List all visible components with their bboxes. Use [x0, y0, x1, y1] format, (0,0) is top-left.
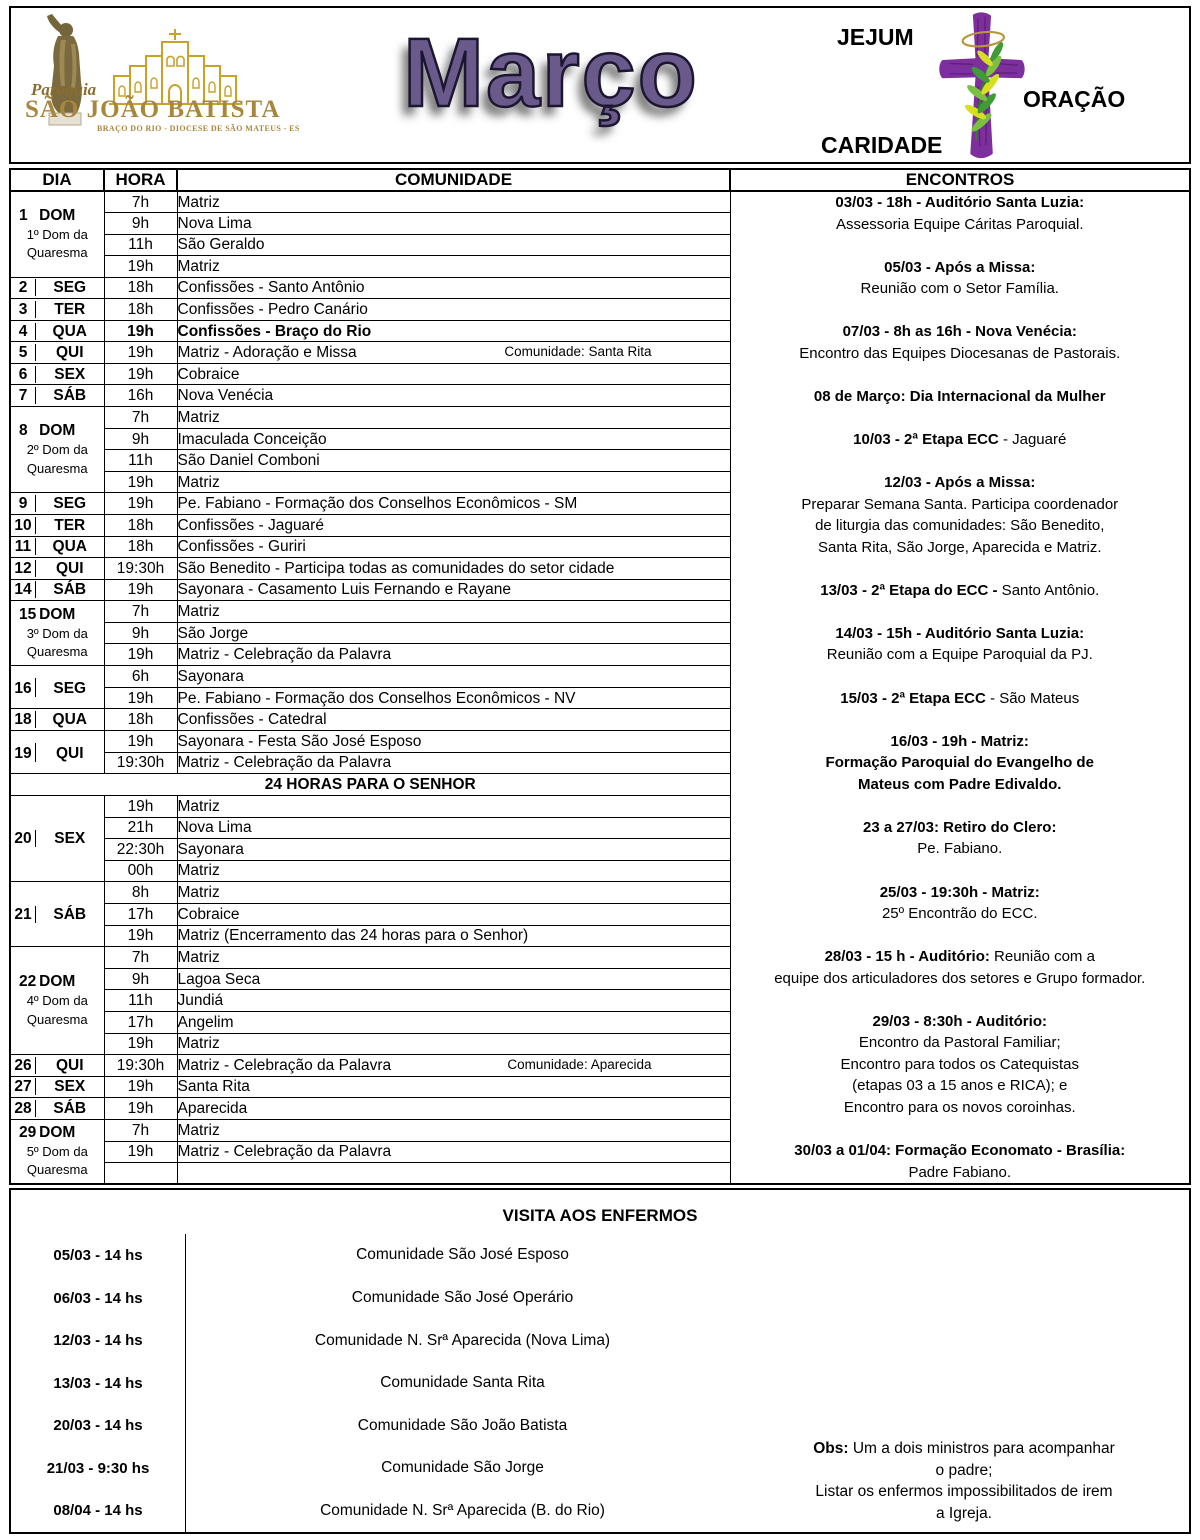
- comunidade-cell: Matriz (Encerramento das 24 horas para o Senhor): [177, 925, 730, 947]
- comunidade-cell: Nova Venécia: [177, 385, 730, 407]
- encontros-line: Santa Rita, São Jorge, Aparecida e Matriz.: [818, 538, 1102, 556]
- day-number: 2: [11, 279, 36, 296]
- day-number: 8: [19, 422, 28, 440]
- day-number: 22: [19, 973, 37, 991]
- comunidade-cell: Matriz: [177, 471, 730, 493]
- dia-cell: [10, 277, 104, 299]
- encontros-line: 29/03 - 8:30h - Auditório:: [872, 1012, 1047, 1030]
- comunidade-cell: Lagoa Seca: [177, 968, 730, 990]
- banner-cell: 24 HORAS PARA O SENHOR: [10, 774, 730, 796]
- day-number: 9: [11, 495, 36, 512]
- comunidade-cell: Nova Lima: [177, 213, 730, 235]
- comunidade-cell: São Daniel Comboni: [177, 450, 730, 472]
- day-sublabel: 3º Dom da: [26, 625, 88, 641]
- dia-cell: [10, 191, 104, 277]
- encontros-line: [731, 860, 1190, 882]
- comunidade-cell: Sayonara: [177, 666, 730, 688]
- comunidade-cell: Sayonara: [177, 839, 730, 861]
- lent-word-jejum: JEJUM: [837, 24, 914, 50]
- day-name: SEG: [53, 279, 87, 297]
- encontros-line: 12/03 - Após a Missa:: [884, 474, 1036, 492]
- visita-date: 06/03 - 14 hs: [53, 1289, 143, 1307]
- day-label: [11, 711, 104, 728]
- hora-cell: 19h: [104, 256, 177, 278]
- day-label: [11, 972, 104, 1029]
- day-sublabel: 2º Dom da: [26, 442, 88, 458]
- day-number: 1: [19, 206, 28, 224]
- obs-line: o padre;: [935, 1461, 993, 1479]
- comunidade-cell: Matriz - Celebração da Palavra: [177, 1141, 730, 1163]
- obs-line: a Igreja.: [935, 1504, 992, 1522]
- visita-date: 20/03 - 14 hs: [53, 1417, 143, 1435]
- encontros-line: [731, 666, 1190, 688]
- schedule-row: [10, 191, 1190, 213]
- table-header-row: [10, 169, 1190, 191]
- hora-cell: 7h: [104, 1119, 177, 1141]
- dia-cell: [10, 1055, 104, 1077]
- day-number-name: [11, 605, 104, 625]
- day-name: DOM: [39, 1123, 76, 1141]
- day-label: [11, 387, 104, 404]
- community-note: Comunidade: Santa Rita: [504, 344, 652, 360]
- visita-date: 05/03 - 14 hs: [53, 1246, 143, 1264]
- encontros-line: [731, 925, 1190, 947]
- header-comunidade: COMUNIDADE: [177, 169, 730, 191]
- encontros-line: 13/03 - 2ª Etapa do ECC - Santo Antônio.: [820, 581, 1100, 599]
- encontros-line: 15/03 - 2ª Etapa ECC - São Mateus: [840, 689, 1080, 707]
- day-number: 4: [11, 323, 36, 340]
- day-label: [11, 830, 104, 847]
- comunidade-cell: Confissões - Catedral: [177, 709, 730, 731]
- comunidade-cell: Confissões - Pedro Canário: [177, 299, 730, 321]
- comunidade-cell: Imaculada Conceição: [177, 428, 730, 450]
- day-number: 7: [11, 387, 36, 404]
- encontros-line: Mateus com Padre Edivaldo.: [858, 775, 1062, 793]
- hora-cell: 7h: [104, 601, 177, 623]
- day-label: [11, 366, 104, 383]
- dia-cell: [10, 406, 104, 492]
- comunidade-cell: Confissões - Guriri: [177, 536, 730, 558]
- comunidade-cell: Matriz: [177, 256, 730, 278]
- hora-cell: 19h: [104, 795, 177, 817]
- day-number: 16: [11, 678, 36, 697]
- dia-cell: [10, 730, 104, 773]
- hora-cell: 19h: [104, 363, 177, 385]
- day-label: [11, 678, 104, 697]
- day-label: [11, 538, 104, 555]
- hora-cell: 18h: [104, 299, 177, 321]
- lent-word-caridade: CARIDADE: [821, 132, 943, 158]
- hora-cell: 00h: [104, 860, 177, 882]
- visita-date: 13/03 - 14 hs: [53, 1374, 143, 1392]
- hora-cell: 19h: [104, 1098, 177, 1120]
- day-name: TER: [54, 516, 86, 534]
- day-number: 5: [11, 344, 36, 361]
- encontros-line: Encontro da Pastoral Familiar;: [858, 1034, 1061, 1052]
- encontros-line: de liturgia das comunidades: São Benedito,: [815, 517, 1105, 535]
- day-number: 10: [11, 517, 36, 534]
- dia-cell: [10, 363, 104, 385]
- hora-cell: 18h: [104, 536, 177, 558]
- day-label: [11, 1057, 104, 1074]
- day-number: 27: [11, 1078, 36, 1095]
- header-dia: DIA: [10, 169, 104, 191]
- hora-cell: 17h: [104, 1012, 177, 1034]
- day-number: 26: [11, 1057, 36, 1074]
- day-name: DOM: [39, 422, 76, 440]
- comunidade-cell: Pe. Fabiano - Formação dos Conselhos Econômicos - SM: [177, 493, 730, 515]
- visita-section: [9, 1188, 1191, 1534]
- dia-cell: [10, 795, 104, 881]
- day-sublabel: Quaresma: [26, 245, 88, 261]
- encontros-line: 25/03 - 19:30h - Matriz:: [879, 883, 1040, 901]
- day-number-name: [11, 421, 104, 441]
- comunidade-cell: Matriz: [177, 1119, 730, 1141]
- day-label: [11, 279, 104, 296]
- hora-cell: 18h: [104, 514, 177, 536]
- day-sublabel: 5º Dom da: [26, 1143, 88, 1159]
- dia-cell: [10, 320, 104, 342]
- dia-cell: [10, 299, 104, 321]
- comunidade-cell: Sayonara - Casamento Luis Fernando e Rayane: [177, 579, 730, 601]
- encontros-line: [731, 451, 1190, 473]
- hora-cell: 7h: [104, 947, 177, 969]
- encontros-line: 08 de Março: Dia Internacional da Mulher: [813, 387, 1106, 405]
- day-label: [11, 301, 104, 318]
- hora-cell: 9h: [104, 428, 177, 450]
- comunidade-cell: São Geraldo: [177, 234, 730, 256]
- encontros-line: Formação Paroquial do Evangelho de: [825, 754, 1094, 772]
- day-sublabel: Quaresma: [26, 1011, 88, 1027]
- header-encontros: ENCONTROS: [730, 169, 1190, 191]
- encontros-line: [731, 1119, 1190, 1141]
- dia-cell: [10, 579, 104, 601]
- day-label: [11, 1100, 104, 1117]
- day-name: DOM: [39, 605, 76, 623]
- community-note: Comunidade: Aparecida: [507, 1056, 652, 1072]
- comunidade-cell: Matriz: [177, 882, 730, 904]
- visita-title: VISITA AOS ENFERMOS: [502, 1206, 698, 1226]
- comunidade-cell: Matriz: [177, 947, 730, 969]
- hora-cell: 19h: [104, 925, 177, 947]
- day-label: [11, 495, 104, 512]
- month-title-wrap: [341, 12, 761, 133]
- day-number: 11: [11, 538, 36, 555]
- day-number: 19: [11, 743, 36, 762]
- hora-cell: 6h: [104, 666, 177, 688]
- comunidade-cell: [177, 342, 730, 364]
- encontros-line: 10/03 - 2ª Etapa ECC - Jaguaré: [853, 431, 1067, 449]
- page: [9, 6, 1191, 1534]
- day-number-name: [11, 206, 104, 226]
- month-title: Março: [403, 18, 699, 127]
- comunidade-cell: Sayonara - Festa São José Esposo: [177, 730, 730, 752]
- encontros-line: [731, 709, 1190, 731]
- visita-community: Comunidade N. Srª Aparecida (Nova Lima): [314, 1331, 611, 1349]
- visita-community: Comunidade São Jorge: [381, 1459, 544, 1477]
- day-label: [11, 421, 104, 478]
- visita-community: Comunidade São João Batista: [357, 1416, 568, 1434]
- header: [9, 6, 1191, 164]
- day-label: [11, 517, 104, 534]
- day-name: SEX: [54, 1078, 86, 1096]
- comunidade-cell: Cobraice: [177, 904, 730, 926]
- hora-cell: 11h: [104, 990, 177, 1012]
- day-sublabel: Quaresma: [26, 1162, 88, 1178]
- day-number: 3: [11, 301, 36, 318]
- visita-body: [11, 1234, 1189, 1532]
- visita-date: 08/04 - 14 hs: [53, 1502, 143, 1520]
- comunidade-cell: Confissões - Braço do Rio: [177, 320, 730, 342]
- hora-cell: 19h: [104, 730, 177, 752]
- encontros-line: 05/03 - Após a Missa:: [884, 258, 1036, 276]
- hora-cell: 19h: [104, 320, 177, 342]
- dia-cell: [10, 1098, 104, 1120]
- encontros-line: equipe dos articuladores dos setores e Grupo formador.: [774, 969, 1146, 987]
- day-name: SEX: [54, 830, 86, 847]
- day-label: [11, 605, 104, 662]
- comunidade-cell: São Jorge: [177, 622, 730, 644]
- day-label: [11, 906, 104, 923]
- schedule-table: [9, 168, 1191, 1185]
- dia-cell: [10, 536, 104, 558]
- encontros-line: (etapas 03 a 15 anos e RICA); e: [852, 1077, 1068, 1095]
- encontros-line: 07/03 - 8h as 16h - Nova Venécia:: [842, 323, 1077, 341]
- day-sublabel: 4º Dom da: [26, 993, 88, 1009]
- visita-community: Comunidade São José Esposo: [356, 1246, 569, 1264]
- day-name: QUI: [55, 344, 84, 362]
- hora-cell: 7h: [104, 191, 177, 213]
- day-name: QUI: [55, 1056, 84, 1074]
- day-number: 15: [19, 605, 37, 623]
- hora-cell: 8h: [104, 882, 177, 904]
- logo-subtitle: BRAÇO DO RIO - DIOCESE DE SÃO MATEUS - ES: [97, 124, 300, 133]
- hora-cell: 9h: [104, 213, 177, 235]
- day-label: [11, 1123, 104, 1180]
- day-name: DOM: [39, 206, 76, 224]
- encontros-line: [731, 795, 1190, 817]
- encontros-line: [731, 300, 1190, 322]
- visita-date: 21/03 - 9:30 hs: [46, 1459, 150, 1477]
- hora-cell: 11h: [104, 234, 177, 256]
- hora-cell: 11h: [104, 450, 177, 472]
- comunidade-cell: Confissões - Jaguaré: [177, 514, 730, 536]
- comunidade-cell: Confissões - Santo Antônio: [177, 277, 730, 299]
- day-label: [11, 581, 104, 598]
- hora-cell: 19h: [104, 1141, 177, 1163]
- visita-communities-column: [186, 1234, 739, 1532]
- day-name: QUI: [55, 559, 84, 577]
- dia-cell: [10, 666, 104, 709]
- day-name: TER: [54, 300, 86, 318]
- comunidade-cell: Matriz: [177, 1033, 730, 1055]
- hora-cell: 9h: [104, 622, 177, 644]
- hora-cell: 19h: [104, 493, 177, 515]
- encontros-line: 23 a 27/03: Retiro do Clero:: [863, 818, 1057, 836]
- day-name: SÁB: [53, 905, 87, 923]
- lent-word-oracao: ORAÇÃO: [1023, 86, 1126, 112]
- dia-cell: [10, 342, 104, 364]
- dia-cell: [10, 601, 104, 666]
- day-sublabel: 1º Dom da: [26, 226, 88, 242]
- encontros-line: 28/03 - 15 h - Auditório: Reunião com a: [824, 948, 1095, 966]
- comunidade-with-note: [178, 344, 730, 361]
- comunidade-text: Matriz - Adoração e Missa: [177, 344, 357, 362]
- encontros-line: Reunião com o Setor Família.: [860, 280, 1059, 298]
- day-name: SEG: [53, 495, 87, 513]
- day-name: QUI: [55, 744, 84, 762]
- dia-cell: [10, 493, 104, 515]
- encontros-cell: [730, 191, 1190, 1184]
- encontros-line: 30/03 a 01/04: Formação Economato - Brasília:: [794, 1142, 1126, 1160]
- day-name: SÁB: [53, 387, 87, 405]
- comunidade-cell: Jundiá: [177, 990, 730, 1012]
- logo-paroquia-text: Paroquia: [31, 80, 97, 99]
- day-label: [11, 1078, 104, 1095]
- hora-cell: 21h: [104, 817, 177, 839]
- comunidade-cell: Pe. Fabiano - Formação dos Conselhos Econômicos - NV: [177, 687, 730, 709]
- hora-cell: 19h: [104, 342, 177, 364]
- visita-community: Comunidade São José Operário: [351, 1289, 574, 1307]
- encontros-line: Encontro para todos os Catequistas: [840, 1055, 1079, 1073]
- hora-cell: [104, 1163, 177, 1185]
- hora-cell: 7h: [104, 406, 177, 428]
- hora-cell: 19h: [104, 1033, 177, 1055]
- dia-cell: [10, 1076, 104, 1098]
- day-number: 29: [19, 1123, 37, 1141]
- dia-cell: [10, 385, 104, 407]
- comunidade-with-note: [178, 1057, 730, 1074]
- comunidade-cell: Matriz: [177, 795, 730, 817]
- day-name: QUA: [52, 711, 87, 729]
- day-label: [11, 323, 104, 340]
- encontros-line: Encontro para os novos coroinhas.: [843, 1098, 1076, 1116]
- encontros-line: [731, 558, 1190, 580]
- dia-cell: [10, 882, 104, 947]
- schedule-body: [10, 191, 1190, 1184]
- comunidade-cell: Matriz: [177, 191, 730, 213]
- obs-line: Listar os enfermos impossibilitados de irem: [815, 1483, 1113, 1501]
- day-name: SÁB: [53, 581, 87, 599]
- visita-date: 12/03 - 14 hs: [53, 1332, 143, 1350]
- encontros-line: [731, 235, 1190, 257]
- encontros-line: Encontro das Equipes Diocesanas de Pastorais.: [799, 344, 1121, 362]
- hora-cell: 16h: [104, 385, 177, 407]
- comunidade-cell: Matriz: [177, 860, 730, 882]
- encontros-line: Assessoria Equipe Cáritas Paroquial.: [835, 215, 1084, 233]
- day-label: [11, 206, 104, 263]
- encontros-line: Padre Fabiano.: [908, 1163, 1012, 1181]
- comunidade-cell: [177, 1163, 730, 1185]
- visita-community: Comunidade N. Srª Aparecida (B. do Rio): [320, 1501, 605, 1519]
- header-hora: HORA: [104, 169, 177, 191]
- comunidade-cell: Matriz: [177, 406, 730, 428]
- dia-cell: [10, 558, 104, 580]
- encontros-line: [731, 601, 1190, 623]
- hora-cell: 19h: [104, 1076, 177, 1098]
- day-sublabel: Quaresma: [26, 644, 88, 660]
- hora-cell: 19:30h: [104, 1055, 177, 1077]
- comunidade-cell: Cobraice: [177, 363, 730, 385]
- day-label: [11, 560, 104, 577]
- comunidade-cell: Angelim: [177, 1012, 730, 1034]
- comunidade-cell: Matriz: [177, 601, 730, 623]
- comunidade-cell: Santa Rita: [177, 1076, 730, 1098]
- day-number: 21: [11, 906, 36, 923]
- hora-cell: 19h: [104, 471, 177, 493]
- hora-cell: 19:30h: [104, 558, 177, 580]
- encontros-line: [731, 407, 1190, 429]
- encontros-line: Preparar Semana Santa. Participa coordenador: [801, 495, 1119, 513]
- day-sublabel: Quaresma: [26, 460, 88, 476]
- day-number: 14: [11, 581, 36, 598]
- day-number: 28: [11, 1100, 36, 1117]
- hora-cell: 19h: [104, 687, 177, 709]
- encontros-line: 14/03 - 15h - Auditório Santa Luzia:: [835, 624, 1085, 642]
- obs-block: [739, 1234, 1189, 1532]
- day-name: SEG: [53, 679, 87, 697]
- encontros-line: 16/03 - 19h - Matriz:: [890, 732, 1029, 750]
- encontros-line: Reunião com a Equipe Paroquial da PJ.: [826, 646, 1093, 664]
- day-number-name: [11, 972, 104, 992]
- comunidade-text: Matriz - Celebração da Palavra: [177, 1056, 392, 1074]
- hora-cell: 18h: [104, 277, 177, 299]
- hora-cell: 19:30h: [104, 752, 177, 774]
- encontros-line: 03/03 - 18h - Auditório Santa Luzia:: [835, 194, 1085, 211]
- day-label: [11, 344, 104, 361]
- comunidade-cell: [177, 1055, 730, 1077]
- day-name: SÁB: [53, 1099, 87, 1117]
- obs-line: Obs: Um a dois ministros para acompanhar: [813, 1440, 1115, 1458]
- comunidade-cell: Nova Lima: [177, 817, 730, 839]
- hora-cell: 17h: [104, 904, 177, 926]
- comunidade-cell: São Benedito - Participa todas as comunidades do setor cidade: [177, 558, 730, 580]
- comunidade-cell: Matriz - Celebração da Palavra: [177, 752, 730, 774]
- comunidade-cell: Aparecida: [177, 1098, 730, 1120]
- day-number: 12: [11, 560, 36, 577]
- hora-cell: 22:30h: [104, 839, 177, 861]
- hora-cell: 9h: [104, 968, 177, 990]
- day-name: DOM: [39, 973, 76, 991]
- dia-cell: [10, 709, 104, 731]
- day-number: 6: [11, 366, 36, 383]
- encontros-line: Pe. Fabiano.: [917, 840, 1003, 858]
- visita-community: Comunidade Santa Rita: [380, 1374, 545, 1392]
- hora-cell: 19h: [104, 579, 177, 601]
- day-name: QUA: [52, 538, 87, 556]
- day-name: SEX: [54, 365, 86, 383]
- day-name: QUA: [52, 322, 87, 340]
- day-label: [11, 743, 104, 762]
- encontros-line: 25º Encontrão do ECC.: [881, 905, 1038, 923]
- dia-cell: [10, 947, 104, 1055]
- visita-dates-column: [11, 1234, 186, 1532]
- day-number: 20: [11, 830, 36, 847]
- encontros-line: [731, 364, 1190, 386]
- encontros-line: [731, 989, 1190, 1011]
- parish-logo: [11, 8, 311, 162]
- day-number-name: [11, 1123, 104, 1143]
- day-number: 18: [11, 711, 36, 728]
- hora-cell: 19h: [104, 644, 177, 666]
- comunidade-cell: Matriz - Celebração da Palavra: [177, 644, 730, 666]
- dia-cell: [10, 1119, 104, 1184]
- hora-cell: 18h: [104, 709, 177, 731]
- dia-cell: [10, 514, 104, 536]
- logo-parish-name: SÃO JOÃO BATISTA: [25, 96, 281, 123]
